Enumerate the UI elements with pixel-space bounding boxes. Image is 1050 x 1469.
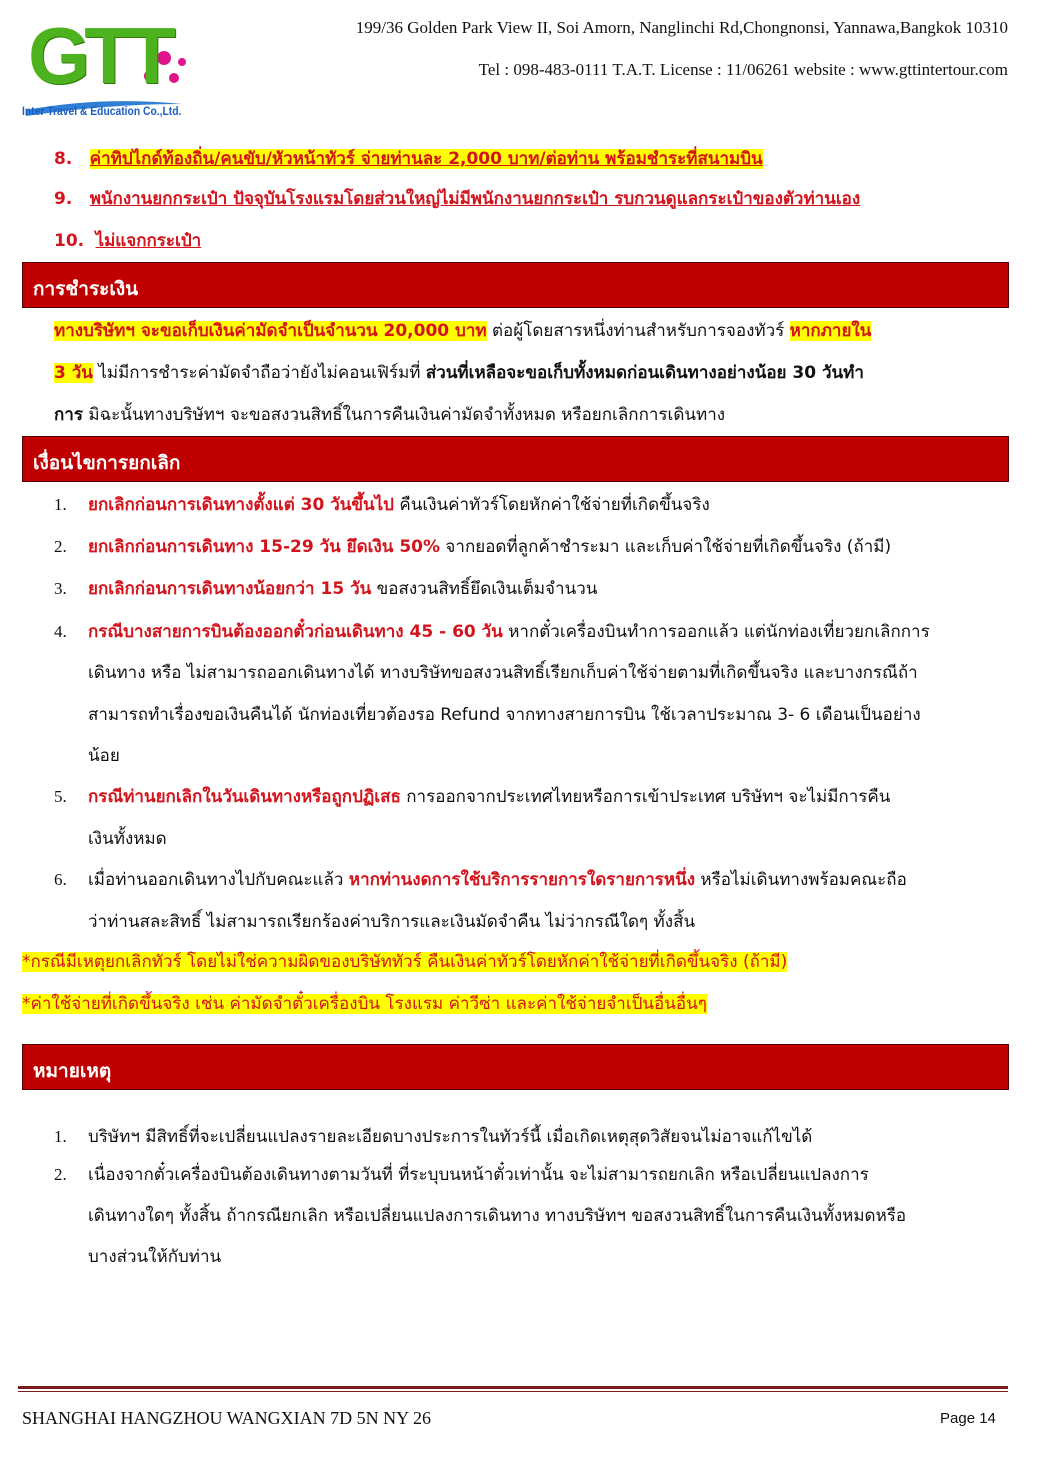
list-number: 9. (54, 189, 73, 209)
list-item (54, 536, 892, 558)
list-number: 1. (54, 495, 67, 514)
list-text: บริษัทฯ มีสิทธิ์ที่จะเปลี่ยนแปลงรายละเอียดบางประการในทัวร์นี้ เมื่อเกิดเหตุสุดวิสัยจนไม่อาจแก้ไขได้ (88, 1127, 813, 1147)
payment-text: ต่อผู้โดยสารหนึ่งท่านสำหรับการจองทัวร์ (486, 321, 790, 341)
list-item (54, 230, 201, 252)
payment-line-2 (54, 362, 864, 384)
note-text: *กรณีมีเหตุยกเลิกทัวร์ โดยไม่ใช่ความผิดของบริษัททัวร์ คืนเงินค่าทัวร์โดยหักค่าใช้จ่ายที่เกิดขึ้นจริง (ถ้ามี) (22, 952, 788, 972)
payment-text: ไม่มีการชำระค่ามัดจำถือว่ายังไม่คอนเฟิร์มที่ (92, 363, 426, 383)
list-item (54, 494, 710, 516)
list-number: 6. (54, 870, 67, 889)
list-item (54, 621, 930, 643)
list-number: 2. (54, 537, 67, 556)
section-title: หมายเหตุ (33, 1060, 112, 1082)
list-item (54, 786, 891, 808)
section-header-payment (22, 262, 1009, 308)
footer-divider (18, 1386, 1008, 1389)
payment-deposit: ทางบริษัทฯ จะขอเก็บเงินค่ามัดจำเป็นจำนวน 20,000 บาท (54, 321, 487, 341)
list-number: 4. (54, 622, 67, 641)
list-item-cont: เดินทางใดๆ ทั้งสิ้น ถ้ากรณียกเลิก หรือเปลี่ยนแปลงการเดินทาง ทางบริษัทฯ ขอสงวนสิทธิ์ในการคืนเงินทั้งหมดหรือ (88, 1206, 907, 1226)
footer-divider (18, 1391, 1008, 1392)
list-text: ค่าทิปไกด์ท้องถิ่น/คนขับ/หัวหน้าทัวร์ จ่ายท่านละ 2,000 บาท/ต่อท่าน พร้อมชำระที่สนามบิน (89, 149, 763, 169)
cancel-rule: ยกเลิกก่อนการเดินทางน้อยกว่า 15 วัน (88, 579, 372, 599)
section-header-remarks (22, 1044, 1009, 1090)
list-text: พนักงานยกกระเป๋า ปัจจุบันโรงแรมโดยส่วนใหญ่ไม่มีพนักงานยกกระเป๋า รบกวนดูแลกระเป๋าของตัวท่านเอง (89, 189, 861, 209)
payment-text: มิฉะนั้นทางบริษัทฯ จะขอสงวนสิทธิ์ในการคืนเงินค่ามัดจำทั้งหมด หรือยกเลิกการเดินทาง (82, 405, 726, 425)
cancel-note (22, 951, 787, 973)
list-item-cont: เดินทาง หรือ ไม่สามารถออกเดินทางได้ ทางบริษัทขอสงวนสิทธิ์เรียกเก็บค่าใช้จ่ายตามที่เกิดขึ้นจริง และบางกรณีถ้า (88, 663, 918, 683)
cancel-rule: กรณีท่านยกเลิกในวันเดินทางหรือถูกปฏิเสธ (88, 787, 401, 807)
list-item (54, 578, 598, 600)
list-item (54, 1164, 869, 1186)
list-item (54, 1126, 813, 1148)
section-title: การชำระเงิน (33, 278, 139, 300)
cancel-detail: เมื่อท่านออกเดินทางไปกับคณะแล้ว (88, 870, 349, 890)
footer-page-number: Page 14 (940, 1410, 996, 1427)
cancel-rule: ยกเลิกก่อนการเดินทางตั้งแต่ 30 วันขึ้นไป (88, 495, 394, 515)
list-number: 5. (54, 787, 67, 806)
list-text: ไม่แจกกระเป๋า (95, 231, 202, 251)
cancel-detail: คืนเงินค่าทัวร์โดยหักค่าใช้จ่ายที่เกิดขึ้นจริง (393, 495, 710, 515)
payment-days: 3 วัน (54, 363, 93, 383)
cancel-detail: การออกจากประเทศไทยหรือการเข้าประเทศ บริษัทฯ จะไม่มีการคืน (400, 787, 891, 807)
company-address: 199/36 Golden Park View II, Soi Amorn, Nanglinchi Rd,Chongnonsi, Yannawa,Bangkok 10310 (355, 18, 1008, 37)
list-item-cont: เงินทั้งหมด (88, 829, 167, 849)
footer-tour-code: SHANGHAI HANGZHOU WANGXIAN 7D 5N NY 26 (22, 1408, 431, 1428)
section-header-cancellation (22, 436, 1009, 482)
list-number: 3. (54, 579, 67, 598)
logo-text: GTT (28, 11, 170, 100)
list-item-cont: สามารถทำเรื่องขอเงินคืนได้ นักท่องเที่ยวต้องรอ Refund จากทางสายการบิน ใช้เวลาประมาณ 3- 6 เดือนเป็นอย่าง (88, 705, 921, 725)
list-item-cont: บางส่วนให้กับท่าน (88, 1247, 222, 1267)
cancel-detail: ขอสงวนสิทธิ์ยึดเงินเต็มจำนวน (371, 579, 598, 599)
company-contact: Tel : 098-483-0111 T.A.T. License : 11/06261 website : www.gttintertour.com (478, 60, 1008, 79)
list-item (54, 148, 763, 170)
payment-deadline: หากภายใน (789, 321, 872, 341)
cancel-detail: หรือไม่เดินทางพร้อมคณะถือ (695, 870, 907, 890)
payment-balance: ส่วนที่เหลือจะขอเก็บทั้งหมดก่อนเดินทางอย่างน้อย 30 วันทำ (425, 363, 864, 383)
section-title: เงื่อนไขการยกเลิก (33, 452, 181, 474)
note-text: *ค่าใช้จ่ายที่เกิดขึ้นจริง เช่น ค่ามัดจำตั๋วเครื่องบิน โรงแรม ค่าวีซ่า และค่าใช้จ่ายจำเป็นอื่นอื่นๆ (22, 994, 707, 1014)
cancel-rule: ยกเลิกก่อนการเดินทาง 15-29 วัน ยึดเงิน 50% (88, 537, 441, 557)
cancel-note (22, 993, 707, 1015)
cancel-detail: จากยอดที่ลูกค้าชำระมา และเก็บค่าใช้จ่ายที่เกิดขึ้นจริง (ถ้ามี) (440, 537, 892, 557)
list-number: 1. (54, 1127, 67, 1146)
list-number: 8. (54, 149, 73, 169)
list-item-cont: น้อย (88, 746, 120, 766)
cancel-detail: หากตั๋วเครื่องบินทำการออกแล้ว แต่นักท่องเที่ยวยกเลิกการ (502, 622, 930, 642)
payment-line-3 (54, 404, 725, 426)
cancel-rule: หากท่านงดการใช้บริการรายการใดรายการหนึ่ง (348, 870, 696, 890)
cancel-rule: กรณีบางสายการบินต้องออกตั๋วก่อนเดินทาง 45 - 60 วัน (88, 622, 503, 642)
payment-balance-cont: การ (54, 405, 83, 425)
payment-line-1 (54, 320, 871, 342)
list-item (54, 188, 860, 210)
list-number: 2. (54, 1165, 67, 1184)
list-number: 10. (54, 231, 85, 251)
list-item-cont: ว่าท่านสละสิทธิ์ ไม่สามารถเรียกร้องค่าบริการและเงินมัดจำคืน ไม่ว่ากรณีใดๆ ทั้งสิ้น (88, 912, 696, 932)
list-text: เนื่องจากตั๋วเครื่องบินต้องเดินทางตามวันที่ ที่ระบุบนหน้าตั๋วเท่านั้น จะไม่สามารถยกเลิก หรือเปลี่ยนแปลงการ (88, 1165, 869, 1185)
logo-subtitle: Inter Travel & Education Co.,Ltd. (22, 104, 182, 118)
list-item (54, 869, 907, 891)
